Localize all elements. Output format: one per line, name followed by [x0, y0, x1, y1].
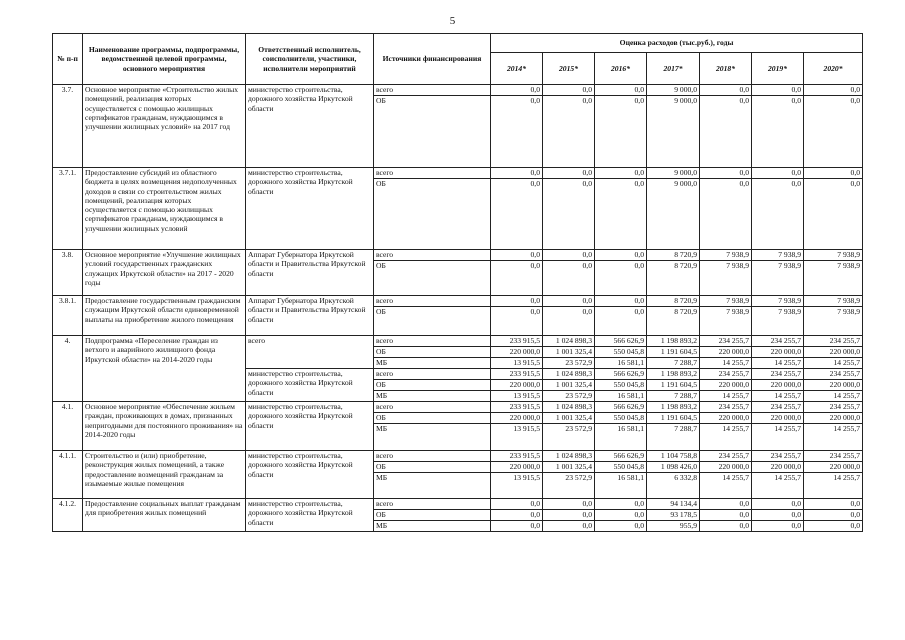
cost-value: 7 288,7 — [647, 424, 700, 451]
expenditure-table — [52, 33, 863, 532]
table-row — [53, 168, 863, 179]
row-title: Предоставление субсидий из областного бюджета в целях возмещения недополученных доходов в связи со строительством жилых помещений, реализация которых осуществляется с помощью жилищных сертификатов гражданам, нуждающимся в улучшении жилищных условий — [83, 168, 246, 250]
cost-value: 0,0 — [595, 307, 647, 336]
header-name: Наименование программы, подпрограммы, ведомственной целевой программы, основного мероприятия — [83, 34, 246, 85]
cost-value: 0,0 — [804, 85, 863, 96]
cost-value: 0,0 — [700, 168, 752, 179]
cost-value: 7 938,9 — [700, 261, 752, 296]
cost-value: 1 024 898,3 — [543, 369, 595, 380]
row-number: 3.8.1. — [53, 296, 83, 336]
cost-value: 0,0 — [700, 499, 752, 510]
header-sources: Источники финансирования — [374, 34, 491, 85]
funding-source: всего — [374, 499, 491, 510]
cost-value: 7 938,9 — [804, 307, 863, 336]
header-responsible: Ответственный исполнитель, соисполнители, участники, исполнители мероприятий — [246, 34, 374, 85]
cost-value: 234 255,7 — [804, 336, 863, 347]
row-number: 3.7.1. — [53, 168, 83, 250]
cost-value: 23 572,9 — [543, 473, 595, 499]
cost-value: 0,0 — [595, 296, 647, 307]
cost-value: 234 255,7 — [804, 402, 863, 413]
cost-value: 1 104 758,8 — [647, 451, 700, 462]
funding-source: МБ — [374, 358, 491, 369]
row-number: 4.1.1. — [53, 451, 83, 499]
cost-value: 7 938,9 — [804, 296, 863, 307]
cost-value: 0,0 — [752, 499, 804, 510]
cost-value: 220 000,0 — [752, 462, 804, 473]
cost-value: 16 581,1 — [595, 358, 647, 369]
cost-value: 13 915,5 — [491, 391, 543, 402]
funding-source: МБ — [374, 473, 491, 499]
cost-value: 550 045,8 — [595, 413, 647, 424]
cost-value: 220 000,0 — [700, 380, 752, 391]
cost-value: 16 581,1 — [595, 424, 647, 451]
cost-value: 0,0 — [543, 85, 595, 96]
cost-value: 1 198 893,2 — [647, 369, 700, 380]
cost-value: 566 626,9 — [595, 402, 647, 413]
cost-value: 234 255,7 — [700, 402, 752, 413]
funding-source: всего — [374, 369, 491, 380]
cost-value: 0,0 — [804, 499, 863, 510]
cost-value: 13 915,5 — [491, 473, 543, 499]
cost-value: 0,0 — [752, 96, 804, 168]
cost-value: 0,0 — [491, 296, 543, 307]
row-title: Основное мероприятие «Улучшение жилищных условий государственных гражданских служащих Иркутской области» на 2017 - 2020 годы — [83, 250, 246, 296]
cost-value: 0,0 — [595, 179, 647, 250]
cost-value: 234 255,7 — [752, 451, 804, 462]
row-title: Подпрограмма «Переселение граждан из ветхого и аварийного жилищного фонда Иркутской области» на 2014-2020 годы — [83, 336, 246, 402]
cost-value: 0,0 — [595, 85, 647, 96]
cost-value: 14 255,7 — [804, 424, 863, 451]
row-number: 3.7. — [53, 85, 83, 168]
cost-value: 220 000,0 — [804, 413, 863, 424]
cost-value: 14 255,7 — [804, 358, 863, 369]
cost-value: 9 000,0 — [647, 168, 700, 179]
cost-value: 0,0 — [491, 521, 543, 532]
cost-value: 93 178,5 — [647, 510, 700, 521]
cost-value: 566 626,9 — [595, 336, 647, 347]
page-number: 5 — [449, 15, 456, 27]
cost-value: 1 024 898,3 — [543, 451, 595, 462]
row-number: 3.8. — [53, 250, 83, 296]
cost-value: 0,0 — [595, 250, 647, 261]
funding-source: ОБ — [374, 510, 491, 521]
cost-value: 0,0 — [700, 85, 752, 96]
cost-value: 14 255,7 — [700, 424, 752, 451]
cost-value: 1 001 325,4 — [543, 462, 595, 473]
cost-value: 0,0 — [804, 179, 863, 250]
cost-value: 0,0 — [700, 179, 752, 250]
cost-value: 0,0 — [543, 499, 595, 510]
cost-value: 220 000,0 — [700, 347, 752, 358]
table-row — [53, 402, 863, 413]
cost-value: 0,0 — [543, 96, 595, 168]
cost-value: 6 332,8 — [647, 473, 700, 499]
cost-value: 955,9 — [647, 521, 700, 532]
funding-source: ОБ — [374, 261, 491, 296]
header-estimate: Оценка расходов (тыс.руб.), годы — [491, 34, 863, 53]
row-number: 4. — [53, 336, 83, 402]
funding-source: ОБ — [374, 179, 491, 250]
cost-value: 566 626,9 — [595, 369, 647, 380]
funding-source: ОБ — [374, 380, 491, 391]
funding-source: ОБ — [374, 413, 491, 424]
funding-source: ОБ — [374, 96, 491, 168]
cost-value: 550 045,8 — [595, 347, 647, 358]
cost-value: 0,0 — [543, 250, 595, 261]
cost-value: 0,0 — [543, 296, 595, 307]
cost-value: 1 001 325,4 — [543, 380, 595, 391]
funding-source: всего — [374, 451, 491, 462]
row-title: Предоставление социальных выплат гражданам для приобретения жилых помещений — [83, 499, 246, 532]
cost-value: 14 255,7 — [752, 473, 804, 499]
header-num: № п-п — [53, 34, 83, 85]
cost-value: 14 255,7 — [700, 358, 752, 369]
cost-value: 0,0 — [595, 510, 647, 521]
funding-source: МБ — [374, 521, 491, 532]
cost-value: 566 626,9 — [595, 451, 647, 462]
cost-value: 0,0 — [491, 510, 543, 521]
cost-value: 1 001 325,4 — [543, 347, 595, 358]
cost-value: 1 198 893,2 — [647, 336, 700, 347]
cost-value: 8 720,9 — [647, 250, 700, 261]
cost-value: 234 255,7 — [752, 369, 804, 380]
cost-value: 233 915,5 — [491, 402, 543, 413]
cost-value: 1 198 893,2 — [647, 402, 700, 413]
cost-value: 14 255,7 — [752, 424, 804, 451]
row-executor: министерство строительства, дорожного хозяйства Иркутской области — [246, 85, 374, 168]
cost-value: 9 000,0 — [647, 85, 700, 96]
funding-source: ОБ — [374, 462, 491, 473]
row-title: Основное мероприятие «Строительство жилых помещений, реализация которых осуществляется с помощью жилищных сертификатов гражданам, нуждающимся в улучшении жилищных условий» на 2017 год — [83, 85, 246, 168]
cost-value: 0,0 — [752, 521, 804, 532]
cost-value: 7 938,9 — [700, 250, 752, 261]
row-executor: министерство строительства, дорожного хозяйства Иркутской области — [246, 168, 374, 250]
cost-value: 7 938,9 — [804, 250, 863, 261]
cost-value: 0,0 — [595, 521, 647, 532]
row-executor: министерство строительства, дорожного хозяйства Иркутской области — [246, 369, 374, 402]
cost-value: 0,0 — [804, 96, 863, 168]
cost-value: 0,0 — [543, 168, 595, 179]
header-year: 2017* — [647, 53, 700, 85]
row-executor: Аппарат Губернатора Иркутской области и Правительства Иркутской области — [246, 296, 374, 336]
cost-value: 8 720,9 — [647, 296, 700, 307]
cost-value: 220 000,0 — [752, 380, 804, 391]
table-row — [53, 250, 863, 261]
funding-source: МБ — [374, 391, 491, 402]
row-number: 4.1.2. — [53, 499, 83, 532]
header-year: 2014* — [491, 53, 543, 85]
cost-value: 1 024 898,3 — [543, 402, 595, 413]
cost-value: 7 288,7 — [647, 391, 700, 402]
cost-value: 1 191 604,5 — [647, 347, 700, 358]
cost-value: 0,0 — [752, 510, 804, 521]
cost-value: 550 045,8 — [595, 462, 647, 473]
header-year: 2018* — [700, 53, 752, 85]
header-year: 2016* — [595, 53, 647, 85]
cost-value: 8 720,9 — [647, 307, 700, 336]
cost-value: 14 255,7 — [804, 391, 863, 402]
cost-value: 16 581,1 — [595, 391, 647, 402]
cost-value: 234 255,7 — [752, 336, 804, 347]
cost-value: 0,0 — [804, 521, 863, 532]
cost-value: 220 000,0 — [804, 462, 863, 473]
cost-value: 0,0 — [595, 261, 647, 296]
cost-value: 0,0 — [595, 96, 647, 168]
cost-value: 0,0 — [543, 307, 595, 336]
cost-value: 7 938,9 — [752, 261, 804, 296]
cost-value: 1 191 604,5 — [647, 413, 700, 424]
row-executor: министерство строительства, дорожного хозяйства Иркутской области — [246, 402, 374, 451]
table-row — [53, 451, 863, 462]
table-row — [53, 499, 863, 510]
funding-source: всего — [374, 336, 491, 347]
cost-value: 13 915,5 — [491, 358, 543, 369]
cost-value: 220 000,0 — [700, 462, 752, 473]
table-row — [53, 85, 863, 96]
cost-value: 0,0 — [491, 179, 543, 250]
cost-value: 0,0 — [700, 521, 752, 532]
cost-value: 220 000,0 — [491, 462, 543, 473]
cost-value: 0,0 — [543, 521, 595, 532]
cost-value: 14 255,7 — [804, 473, 863, 499]
cost-value: 23 572,9 — [543, 391, 595, 402]
cost-value: 220 000,0 — [491, 347, 543, 358]
cost-value: 233 915,5 — [491, 369, 543, 380]
cost-value: 0,0 — [595, 499, 647, 510]
cost-value: 1 001 325,4 — [543, 413, 595, 424]
funding-source: всего — [374, 168, 491, 179]
cost-value: 234 255,7 — [700, 336, 752, 347]
cost-value: 23 572,9 — [543, 358, 595, 369]
cost-value: 7 938,9 — [752, 307, 804, 336]
cost-value: 14 255,7 — [700, 391, 752, 402]
row-title: Основное мероприятие «Обеспечение жильем граждан, проживающих в домах, признанных непригодными для постоянного проживания» на 2014-2020 годы — [83, 402, 246, 451]
table-row — [53, 296, 863, 307]
cost-value: 220 000,0 — [752, 413, 804, 424]
row-executor: министерство строительства, дорожного хозяйства Иркутской области — [246, 499, 374, 532]
cost-value: 0,0 — [543, 510, 595, 521]
cost-value: 9 000,0 — [647, 179, 700, 250]
cost-value: 9 000,0 — [647, 96, 700, 168]
funding-source: ОБ — [374, 347, 491, 358]
funding-source: всего — [374, 250, 491, 261]
cost-value: 220 000,0 — [752, 347, 804, 358]
funding-source: ОБ — [374, 307, 491, 336]
row-number: 4.1. — [53, 402, 83, 451]
cost-value: 0,0 — [491, 261, 543, 296]
cost-value: 0,0 — [595, 168, 647, 179]
cost-value: 7 938,9 — [752, 296, 804, 307]
cost-value: 220 000,0 — [700, 413, 752, 424]
cost-value: 0,0 — [491, 250, 543, 261]
cost-value: 23 572,9 — [543, 424, 595, 451]
cost-value: 220 000,0 — [491, 380, 543, 391]
cost-value: 8 720,9 — [647, 261, 700, 296]
cost-value: 220 000,0 — [804, 380, 863, 391]
cost-value: 0,0 — [491, 499, 543, 510]
cost-value: 0,0 — [491, 96, 543, 168]
funding-source: всего — [374, 85, 491, 96]
cost-value: 234 255,7 — [700, 369, 752, 380]
cost-value: 233 915,5 — [491, 336, 543, 347]
row-executor: Аппарат Губернатора Иркутской области и Правительства Иркутской области — [246, 250, 374, 296]
cost-value: 234 255,7 — [804, 451, 863, 462]
cost-value: 0,0 — [543, 179, 595, 250]
cost-value: 7 938,9 — [700, 307, 752, 336]
cost-value: 94 134,4 — [647, 499, 700, 510]
cost-value: 0,0 — [752, 85, 804, 96]
cost-value: 13 915,5 — [491, 424, 543, 451]
row-title: Предоставление государственным гражданским служащим Иркутской области единовременной выплаты на приобретение жилого помещения — [83, 296, 246, 336]
cost-value: 7 938,9 — [700, 296, 752, 307]
cost-value: 234 255,7 — [804, 369, 863, 380]
funding-source: всего — [374, 402, 491, 413]
cost-value: 0,0 — [491, 168, 543, 179]
cost-value: 16 581,1 — [595, 473, 647, 499]
funding-source: МБ — [374, 424, 491, 451]
cost-value: 1 098 426,0 — [647, 462, 700, 473]
cost-value: 234 255,7 — [700, 451, 752, 462]
cost-value: 0,0 — [700, 96, 752, 168]
cost-value: 14 255,7 — [752, 358, 804, 369]
header-year: 2019* — [752, 53, 804, 85]
cost-value: 1 024 898,3 — [543, 336, 595, 347]
row-executor: министерство строительства, дорожного хозяйства Иркутской области — [246, 451, 374, 499]
table-body — [53, 85, 863, 532]
cost-value: 550 045,8 — [595, 380, 647, 391]
row-executor: всего — [246, 336, 374, 369]
cost-value: 0,0 — [752, 179, 804, 250]
cost-value: 0,0 — [700, 510, 752, 521]
cost-value: 220 000,0 — [804, 347, 863, 358]
cost-value: 0,0 — [491, 85, 543, 96]
cost-value: 0,0 — [804, 510, 863, 521]
funding-source: всего — [374, 296, 491, 307]
cost-value: 0,0 — [543, 261, 595, 296]
cost-value: 220 000,0 — [491, 413, 543, 424]
cost-value: 0,0 — [752, 168, 804, 179]
cost-value: 7 938,9 — [804, 261, 863, 296]
header-year: 2015* — [543, 53, 595, 85]
cost-value: 234 255,7 — [752, 402, 804, 413]
cost-value: 14 255,7 — [752, 391, 804, 402]
header-year: 2020* — [804, 53, 863, 85]
cost-value: 7 288,7 — [647, 358, 700, 369]
cost-value: 0,0 — [804, 168, 863, 179]
row-title: Строительство и (или) приобретение, реконструкция жилых помещений, а также предоставление возмещений гражданам за изымаемые жилые помещения — [83, 451, 246, 499]
cost-value: 1 191 604,5 — [647, 380, 700, 391]
cost-value: 14 255,7 — [700, 473, 752, 499]
cost-value: 233 915,5 — [491, 451, 543, 462]
cost-value: 0,0 — [491, 307, 543, 336]
cost-value: 7 938,9 — [752, 250, 804, 261]
table-row — [53, 336, 863, 347]
